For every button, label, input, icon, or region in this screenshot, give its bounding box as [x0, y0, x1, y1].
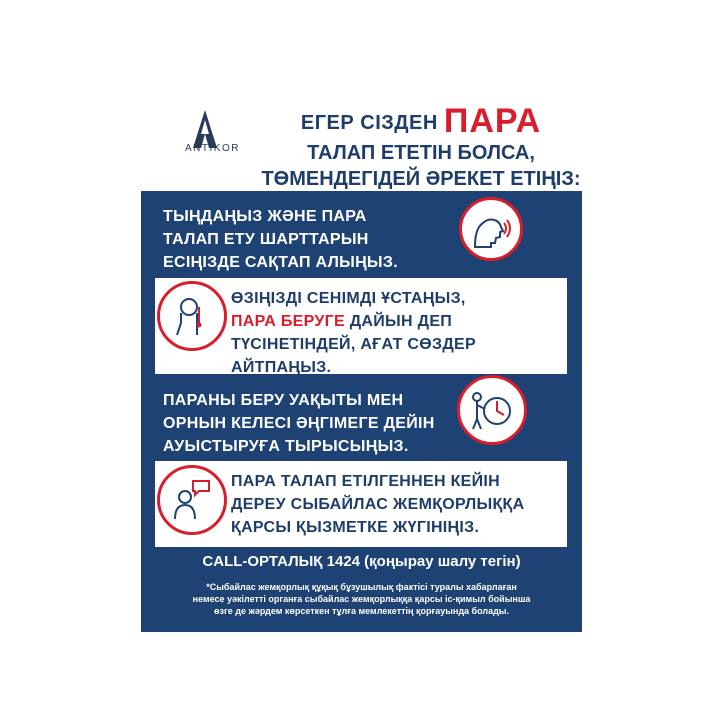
- step-4-line: ПАРА ТАЛАП ЕТІЛГЕННЕН КЕЙІН: [231, 473, 501, 490]
- step-2-text: [231, 287, 476, 379]
- headline: [261, 102, 581, 191]
- hush-person-icon: [157, 281, 227, 351]
- headline-prefix: ЕГЕР СІЗДЕН: [300, 112, 438, 134]
- person-clock-icon: [457, 375, 527, 445]
- headline-line2: ТАЛАП ЕТЕТІН БОЛСА,: [307, 142, 535, 164]
- step-1-text: [163, 205, 398, 274]
- instructions-panel: [141, 191, 582, 632]
- step-3-line: АУЫСТЫРУҒА ТЫРЫСЫҢЫЗ.: [163, 438, 409, 455]
- step-2-line-rest: ДАЙЫН ДЕП: [344, 313, 453, 330]
- step-2-highlight: ПАРА БЕРУГЕ: [231, 313, 345, 330]
- step-4-line: ҚАРСЫ ҚЫЗМЕТКЕ ЖҮГІНІҢІЗ.: [231, 519, 480, 536]
- step-1-line: ЕСІҢІЗДЕ САҚТАП АЛЫҢЫЗ.: [163, 254, 398, 271]
- footnote-line: немесе уәкілетті органға сыбайлас жемқорлыққа қарсы іс-қимыл бойынша: [192, 594, 531, 604]
- step-2-line: [231, 310, 476, 333]
- person-speech-icon: [157, 465, 227, 535]
- step-2-line: ӨЗІҢІЗДІ СЕНІМДІ ҰСТАҢЫЗ,: [231, 290, 466, 307]
- step-4-text: [231, 470, 524, 539]
- headline-highlight: ПАРА: [443, 102, 542, 140]
- footnote: [161, 581, 562, 617]
- footnote-line: *Сыбайлас жемқорлық құқық бұзушылық фактісі туралы хабарлаған: [206, 582, 517, 592]
- step-1-line: ТЫҢДАҢЫЗ ЖӘНЕ ПАРА: [163, 208, 367, 225]
- step-1-line: ТАЛАП ЕТУ ШАРТТАРЫН: [163, 231, 369, 248]
- step-2-line: АЙТПАҢЫЗ.: [231, 359, 332, 376]
- headline-line3: ТӨМЕНДЕГІДЕЙ ӘРЕКЕТ ЕТІҢІЗ:: [261, 168, 581, 190]
- step-4-line: ДЕРЕУ СЫБАЙЛАС ЖЕМҚОРЛЫҚҚА: [231, 496, 525, 513]
- step-3-line: ОРНЫН КЕЛЕСІ ӘҢГІМЕГЕ ДЕЙІН: [163, 415, 435, 432]
- step-2-line: ТҮСІНЕТІНДЕЙ, АҒАТ СӨЗДЕР: [231, 336, 476, 353]
- poster: [141, 96, 582, 632]
- call-center: CALL-ОРТАЛЫҚ 1424 (қоңырау шалу тегін): [202, 553, 521, 570]
- logo-name: ANTIKOR: [185, 143, 240, 154]
- step-3-text: [163, 389, 435, 458]
- footnote-line: өзге де жәрдем көрсеткен тұлға мемлекеттің қорғауында болады.: [214, 606, 509, 616]
- step-3-line: ПАРАНЫ БЕРУ УАҚЫТЫ МЕН: [163, 392, 404, 409]
- listening-head-icon: [459, 197, 523, 261]
